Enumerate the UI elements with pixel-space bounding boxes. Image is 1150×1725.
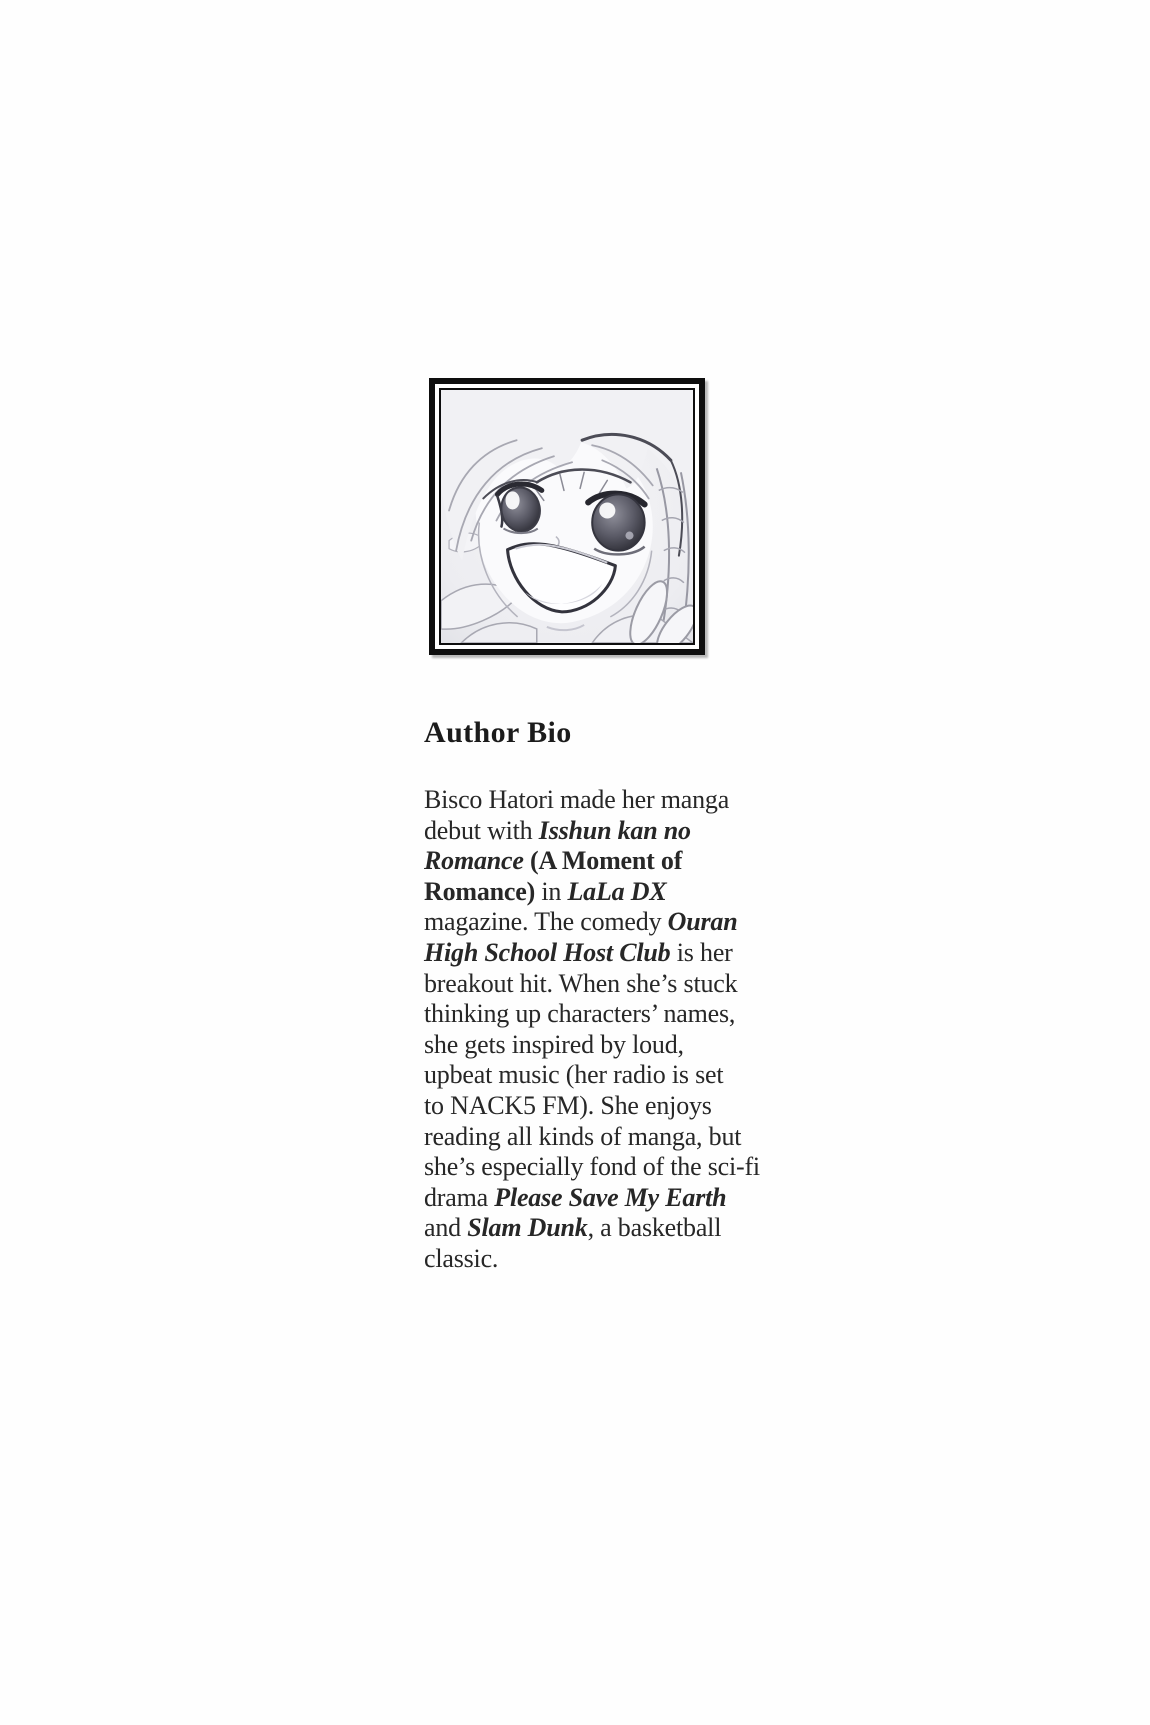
bio-line [424, 816, 764, 847]
bio-line [424, 785, 764, 816]
bio-text-segment: LaLa DX [567, 876, 667, 906]
manga-portrait-illustration [441, 390, 693, 643]
bio-text-segment: breakout hit. When she’s stuck [424, 968, 738, 998]
bio-line [424, 1152, 764, 1183]
bio-text-segment: upbeat music (her radio is set [424, 1060, 724, 1090]
bio-line [424, 1091, 764, 1122]
bio-text-segment: Romance [424, 846, 524, 876]
author-photo [439, 388, 695, 645]
bio-line [424, 1030, 764, 1061]
bio-line [424, 1060, 764, 1091]
bio-text-segment: classic. [424, 1243, 499, 1273]
bio-text-segment: (A Moment of [530, 846, 683, 876]
bio-text-segment: Romance) [424, 876, 536, 906]
bio-line [424, 1183, 764, 1214]
bio-text-segment: High School Host Club [424, 937, 671, 967]
bio-line [424, 999, 764, 1030]
bio-text-segment: in [535, 876, 568, 906]
bio-line [424, 938, 764, 969]
bio-text-segment: and [424, 1213, 468, 1243]
bio-text-segment: reading all kinds of manga, but [424, 1121, 742, 1151]
bio-text-segment: she’s especially fond of the sci-fi [424, 1152, 760, 1182]
bio-text-segment: Please Save My Earth [494, 1182, 727, 1212]
bio-paragraph [424, 785, 764, 1275]
bio-line [424, 969, 764, 1000]
bio-line [424, 1244, 764, 1275]
bio-text-segment: drama [424, 1182, 495, 1212]
bio-text-segment: , a basketball [587, 1213, 722, 1243]
bio-text-segment: magazine. The comedy [424, 907, 668, 937]
bio-text-segment: Ouran [667, 907, 738, 937]
bio-text-segment: is her [670, 937, 733, 967]
bio-text-segment: Slam Dunk [467, 1213, 588, 1243]
bio-line [424, 846, 764, 877]
bio-text-segment: debut with [424, 815, 539, 845]
author-bio-heading: Author Bio [424, 716, 572, 749]
bio-text-segment: to NACK5 FM). She enjoys [424, 1090, 712, 1120]
author-photo-frame [429, 378, 705, 655]
bio-line [424, 877, 764, 908]
bio-text-segment: Bisco Hatori made her manga [424, 785, 730, 814]
bio-line [424, 907, 764, 938]
bio-line [424, 1213, 764, 1244]
bio-line [424, 1122, 764, 1153]
bio-text-segment: she gets inspired by loud, [424, 1029, 684, 1059]
bio-text-segment: Isshun kan no [538, 815, 691, 845]
bio-text-segment: thinking up characters’ names, [424, 999, 736, 1029]
